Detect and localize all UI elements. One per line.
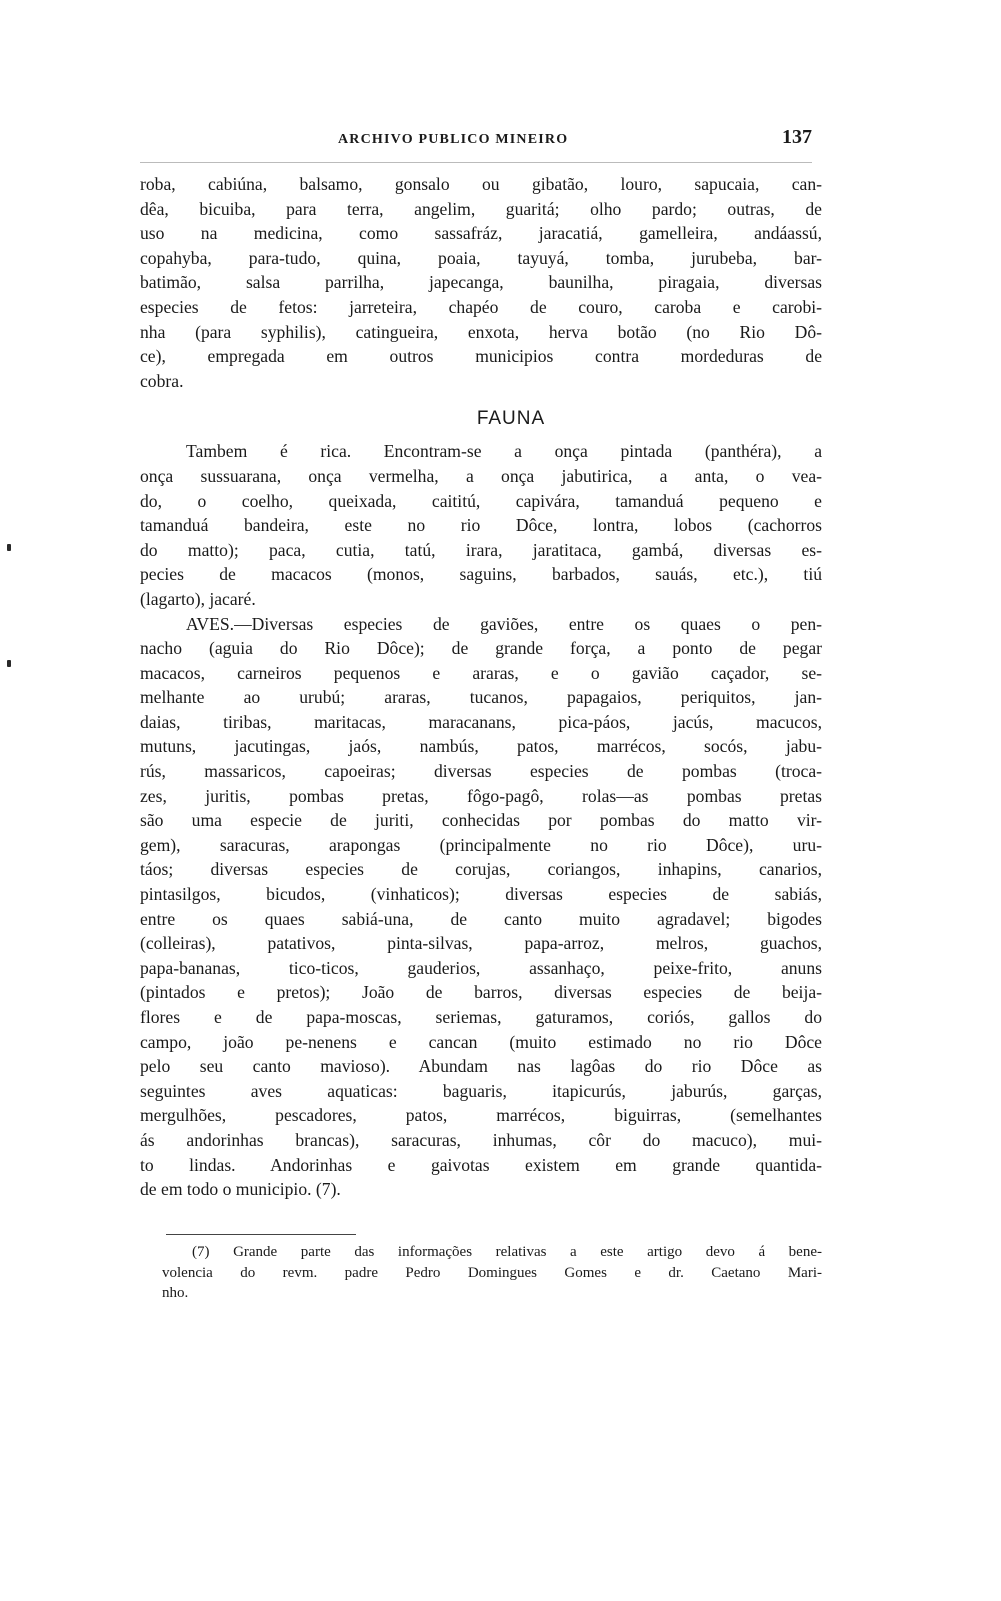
text-line: mergulhões, pescadores, patos, marrécos, biguirras, (semelhantes bbox=[140, 1105, 822, 1126]
margin-mark bbox=[7, 660, 11, 667]
text-line: cobra. bbox=[140, 370, 184, 391]
text-line: copahyba, para-tudo, quina, poaia, tayuyá, tomba, jurubeba, bar- bbox=[140, 247, 822, 268]
text-line: entre os quaes sabiá-una, de canto muito agradavel; bigodes bbox=[140, 908, 822, 929]
footnote-rule bbox=[166, 1234, 356, 1235]
text-line: mutuns, jacutingas, jaós, nambús, patos, marrécos, socós, jabu- bbox=[140, 736, 822, 757]
text-line: especies de fetos: jarreteira, chapéo de couro, caroba e carobi- bbox=[140, 296, 822, 317]
text-line: pintasilgos, bicudos, (vinhaticos); diversas especies de sabiás, bbox=[140, 884, 822, 905]
text-line: ás andorinhas brancas), saracuras, inhumas, côr do macuco), mui- bbox=[140, 1129, 822, 1150]
text-line: pelo seu canto mavioso). Abundam nas lagôas do rio Dôce as bbox=[140, 1056, 822, 1077]
footnote-line: volencia do revm. padre Pedro Domingues Gomes e dr. Caetano Mari- bbox=[162, 1264, 822, 1281]
text-line: flores e de papa-moscas, seriemas, gaturamos, coriós, gallos do bbox=[140, 1007, 822, 1027]
text-line: AVES.—Diversas especies de gaviões, entre os quaes o pen- bbox=[186, 613, 822, 634]
text-line: macacos, carneiros pequenos e araras, e o gavião caçador, se- bbox=[140, 662, 822, 683]
header-rule bbox=[140, 162, 812, 163]
text-line: de em todo o municipio. (7). bbox=[140, 1179, 341, 1200]
footnote-line: (7) Grande parte das informações relativas a este artigo devo á bene- bbox=[192, 1244, 822, 1260]
text-line: tamanduá bandeira, este no rio Dôce, lontra, lobos (cachorros bbox=[140, 515, 822, 536]
page-number: 137 bbox=[782, 126, 812, 148]
running-title: ARCHIVO PUBLICO MINEIRO bbox=[338, 132, 569, 147]
footnote-line: nho. bbox=[162, 1285, 189, 1301]
text-line: seguintes aves aquaticas: baguaris, itapicurús, jaburús, garças, bbox=[140, 1080, 822, 1101]
text-line: zes, juritis, pombas pretas, fôgo-pagô, rolas—as pombas pretas bbox=[140, 785, 822, 806]
footnote bbox=[162, 1242, 822, 1304]
text-line: do, o coelho, queixada, caititú, capivára, tamanduá pequeno e bbox=[140, 490, 822, 511]
text-line: táos; diversas especies de corujas, coriangos, inhapins, canarios, bbox=[140, 859, 822, 880]
running-head bbox=[140, 128, 820, 154]
text-line: melhante ao urubú; araras, tucanos, papagaios, periquitos, jan- bbox=[140, 687, 822, 708]
text-line: onça sussuarana, onça vermelha, a onça jabutirica, a anta, o vea- bbox=[140, 465, 822, 486]
text-line: do matto); paca, cutia, tatú, irara, jaratitaca, gambá, diversas es- bbox=[140, 539, 822, 560]
text-line: ce), empregada em outros municipios contra mordeduras de bbox=[140, 346, 822, 367]
text-line: campo, joão pe-nenens e cancan (muito estimado no rio Dôce bbox=[140, 1031, 822, 1052]
text-line: gem), saracuras, arapongas (principalmente no rio Dôce), uru- bbox=[140, 834, 822, 855]
text-line: dêa, bicuiba, para terra, angelim, guaritá; olho pardo; outras, de bbox=[140, 198, 822, 219]
text-line: (pintados e pretos); João de barros, diversas especies de beija- bbox=[140, 982, 822, 1003]
margin-mark bbox=[7, 544, 11, 551]
text-line: Tambem é rica. Encontram-se a onça pintada (panthéra), a bbox=[186, 441, 822, 462]
text-line: papa-bananas, tico-ticos, gauderios, assanhaço, peixe-frito, anuns bbox=[140, 957, 822, 978]
text-line: uso na medicina, como sassafráz, jaracatiá, gamelleira, andáassú, bbox=[140, 223, 822, 244]
text-line: são uma especie de juriti, conhecidas por pombas do matto vir- bbox=[140, 810, 822, 831]
text-line: nha (para syphilis), catingueira, enxota, herva botão (no Rio Dô- bbox=[140, 321, 822, 342]
text-line: pecies de macacos (monos, saguins, barbados, sauás, etc.), tiú bbox=[140, 564, 822, 585]
body-text bbox=[140, 172, 822, 1202]
text-line: roba, cabiúna, balsamo, gonsalo ou gibatão, louro, sapucaia, can- bbox=[140, 174, 822, 194]
text-line: rús, massaricos, capoeiras; diversas especies de pombas (troca- bbox=[140, 761, 822, 782]
section-heading-fauna: FAUNA bbox=[476, 408, 546, 430]
text-line: daias, tiribas, maritacas, maracanans, pica-páos, jacús, macucos, bbox=[140, 711, 822, 732]
text-line: to lindas. Andorinhas e gaivotas existem em grande quantida- bbox=[140, 1154, 822, 1175]
text-line: (lagarto), jacaré. bbox=[140, 588, 256, 609]
text-line: nacho (aguia do Rio Dôce); de grande força, a ponto de pegar bbox=[140, 638, 822, 659]
text-line: (colleiras), patativos, pinta-silvas, papa-arroz, melros, guachos, bbox=[140, 933, 822, 954]
text-line: batimão, salsa parrilha, japecanga, baunilha, piragaia, diversas bbox=[140, 272, 822, 293]
